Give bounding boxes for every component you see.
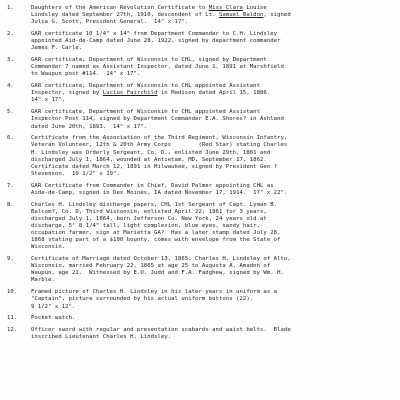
underlined-name: Samuel Baldon [218,12,264,19]
item-text: Pocket watch. [31,315,76,322]
item-number: 2. [7,31,14,38]
item-text: GAR certificate, Department of Wisconsin to CHL appointed Assistant Inspector, signed by Lucius Fairchild in Madison dated April 15, 1886. 14" x 17". [31,83,271,104]
item-number: 5. [7,109,14,116]
item-text: Officer sword with regular and presentation scabards and waist belts. Blade inscribed Lieutenant Charles H. Lindsley. [31,327,291,341]
list-item [7,57,392,78]
list-item [7,31,392,52]
underlined-name: Miss Clara [208,5,243,11]
item-text: GAR certificate 10 1/4" x 14" from Department Commander to C.H. Lindsley appointed Aid-de-Camp dated June 28, 1922, signed by department commander James F. Carle. [31,31,281,52]
item-number: 3. [7,57,14,64]
item-text: GAR certificate, Department of Wisconsin to CHL appointed Assistant Inspector Post 114, signed by Department Commander E.A. Shores? in Ashland dated June 20th, 1893. 14" x 17". [31,109,284,130]
item-number: 8. [7,201,14,208]
item-number: 4. [7,83,14,90]
item-text: Certificate of Marriage dated October 13, 1865, Charles H. Lindsley of Alto, Wisconsin, married February 22, 1865 at age 25 to Augusta A. Amadon of Waupun, age 21. Witnessed by E.U. Judd and F.A. Fadghew, signed by Wm. H. Marble. [31,256,291,284]
list-item [7,135,392,178]
item-number: 11. [7,315,18,322]
underlined-name: Lucius Fairchild [102,90,158,97]
item-number: 1. [7,5,14,11]
item-number: 9. [7,256,14,263]
list-item [7,5,392,26]
item-text: GAR certificate, Department of Wisconsin to CHL, signed by Department Commander 7 named as Assistant Inspector, dated June 1, 1891 at Marshfield to Waupun post #114. 14" x 17". [31,57,284,78]
list-item [7,256,392,284]
item-number: 12. [7,327,18,334]
list-item [7,183,392,197]
item-text: Certificate from the Association of the Third Regiment, Wisconsin Infantry, Veteran Volunteer, 12th & 20th Army Corps (Red Star) stating Charles H. Lindsley was Orderly Sergeant, Co. D., enlisted June 29th, 1861 and discharged July 1, 1864, wounded at Antietam, MD, September 17, 1862. Certificate dated March 12, 1891 in Milwaukee, signed by President Geo ? Stevenson. 10 1/2" x 19". [31,135,288,177]
item-number: 7. [7,182,14,189]
item-number: 6. [7,135,14,142]
item-text: Framed picture of Charles H. Lindsley in his later years in uniform as a "Captain", picture surrounded by his actual uniform buttons (22). 9 1/2" x 12". [31,289,278,310]
list-item [7,315,392,322]
item-text: GAR Certificate from Commander in Chief, David Palmer appointing CHL as Aide-de-Camp, signed in Des Moines, IA dated November 17, 1914. 17" x 22". [31,182,288,196]
list-item [7,83,392,104]
list-item [7,202,392,252]
item-text: Charles H. Lindsley discharge papers, CHL 1st Sergeant of Capt. Lyman B. Balcom?, Co. D, Third Wisconsin, enlisted April 22, 1861 for 3 years, discharged July 1, 1864, born Jefferson Co. New York, 24 years old at discharge, 5' 8 1/4" tall, light complexion, blue eyes, sandy hair, occupation farmer, sign at Marietta GA? Has a later stamp dated July 28, 1868 stating part of a $100 bounty, comes with envelope from the State of Wisconsin. [31,201,281,251]
item-text: Daughters of the American Revolution Certificate to Miss Clara Louise Lindsley dated September 27th, 1910, descendent of Lt. Samuel Baldon, signed Julia G. Scott, President General. 14" x 17". [31,5,291,26]
list-item [7,327,392,341]
item-number: 10. [7,289,18,296]
list-item [7,109,392,130]
list-item [7,289,392,310]
